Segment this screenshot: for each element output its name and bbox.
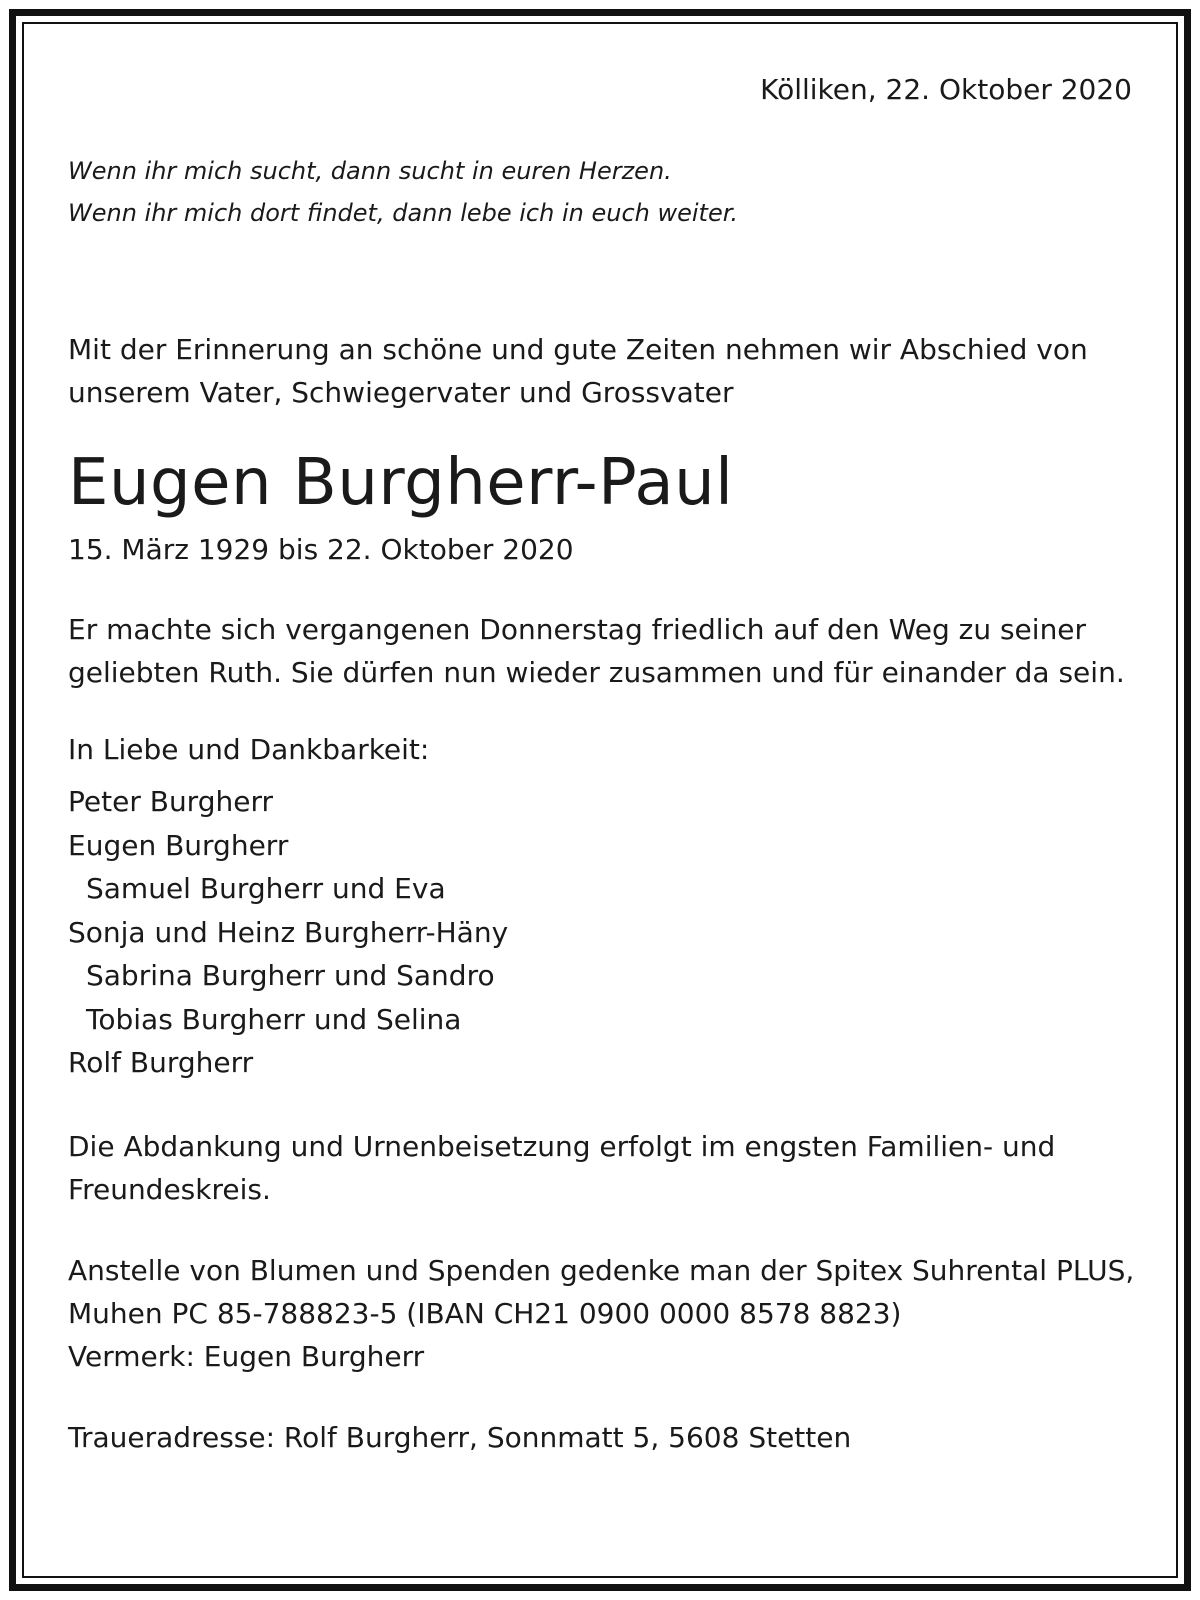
mourner-tobias: Tobias Burgherr und Selina <box>86 1002 462 1036</box>
mourner-samuel: Samuel Burgherr und Eva <box>86 872 446 905</box>
obituary-notice <box>68 70 1135 1459</box>
donation-line-2: Muhen PC 85-788823-5 (IBAN CH21 0900 0000 8578 8823) <box>68 1296 902 1330</box>
dedication-label: In Liebe und Dankbarkeit: <box>68 733 430 766</box>
mourner-peter: Peter Burgherr <box>68 785 273 818</box>
donation-line-3: Vermerk: Eugen Burgherr <box>68 1339 425 1373</box>
mourning-address: Traueradresse: Rolf Burgherr, Sonnmatt 5, 5608 Stetten <box>68 1420 852 1454</box>
mourners-list <box>68 780 1132 1085</box>
mourner-sonja-heinz: Sonja und Heinz Burgherr-Häny <box>68 915 509 949</box>
memorial-quote <box>68 150 1132 234</box>
place-date: Kölliken, 22. Oktober 2020 <box>760 73 1132 106</box>
farewell-intro: Mit der Erinnerung an schöne und gute Zeiten nehmen wir Abschied von unserem Vater, Schwiegervater und Grossvater <box>68 333 1088 409</box>
mourner-rolf: Rolf Burgherr <box>68 1046 254 1079</box>
quote-line-2: Wenn ihr mich dort findet, dann lebe ich in euch weiter. <box>68 199 739 227</box>
mourner-eugen: Eugen Burgherr <box>68 828 289 862</box>
donation-line-1: Anstelle von Blumen und Spenden gedenke man der Spitex Suhrental PLUS, <box>68 1253 1135 1287</box>
donation-note <box>68 1249 1135 1378</box>
life-dates: 15. März 1929 bis 22. Oktober 2020 <box>68 533 574 566</box>
quote-line-1: Wenn ihr mich sucht, dann sucht in euren Herzen. <box>68 157 672 185</box>
farewell-message: Er machte sich vergangenen Donnerstag friedlich auf den Weg zu seiner geliebten Ruth. Sie dürfen nun wieder zusammen und für einander da sein. <box>68 613 1125 689</box>
ceremony-note: Die Abdankung und Urnenbeisetzung erfolgt im engsten Familien- und Freundeskreis. <box>68 1129 1056 1206</box>
mourner-sabrina: Sabrina Burgherr und Sandro <box>86 959 495 992</box>
deceased-name: Eugen Burgherr-Paul <box>68 446 734 520</box>
